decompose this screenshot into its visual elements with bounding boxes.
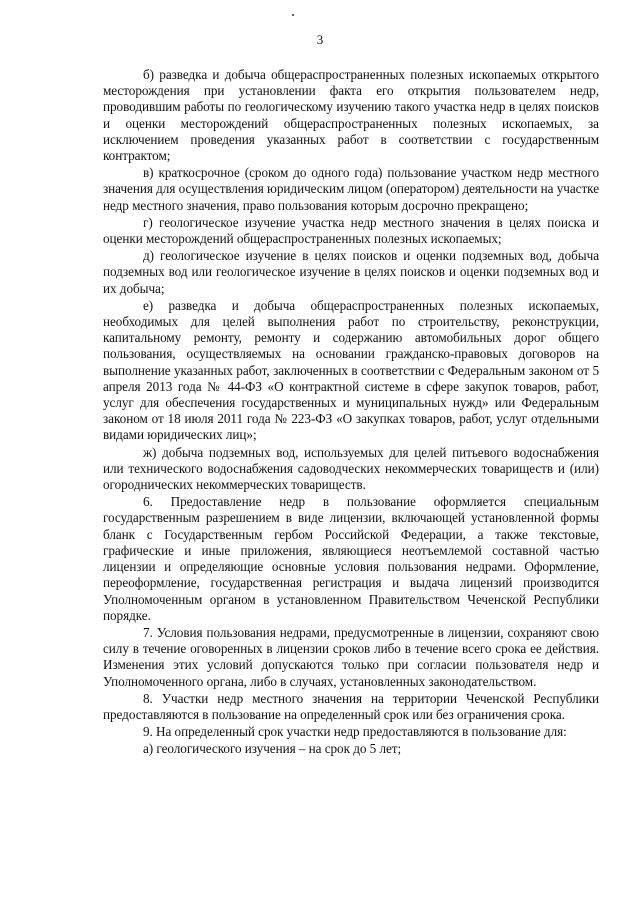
scan-speck [292,14,294,16]
paragraph-clause-6: 6. Предоставление недр в пользование оформляется специальным государственным разрешением в виде лицензии, включающей установленной формы бланк с Государственным гербом Российской Федерации, а также текстовые, графические и иные приложения, являющиеся неотъемлемой составной частью лицензии и определяющие основные условия пользования недрами. Оформление, переоформление, государственная регистрация и выдача лицензий производится Уполномоченным органом в установленном Правительством Чеченской Республики порядке. [103,494,599,623]
paragraph-item-zh: ж) добыча подземных вод, используемых для целей питьевого водоснабжения или технического водоснабжения садоводческих некоммерческих товариществ и (или) огороднических некоммерческих товариществ. [103,444,599,493]
paragraph-clause-9: 9. На определенный срок участки недр предоставляются в пользование для: [143,724,567,740]
paragraph-item-v: в) краткосрочное (сроком до одного года) пользование участком недр местного значения для осуществления юридическим лицом (оператором) деятельности на участке недр местного значения, право пользования которым досрочно прекращено; [103,165,599,213]
paragraph-item-b: б) разведка и добыча общераспространенных полезных ископаемых открытого месторождения при установлении факта его открытия пользователем недр, проводившим работы по геологическому изучению такого участка недр в целях поисков и оценки месторождений общераспространенных полезных ископаемых, за исключением проведения указанных работ в соответствии с государственным контрактом; [103,67,599,164]
paragraph-item-g: г) геологическое изучение участка недр местного значения в целях поиска и оценки месторождений общераспространенных полезных ископаемых; [103,214,599,247]
paragraph-item-d: д) геологическое изучение в целях поисков и оценки подземных вод, добыча подземных вод или геологическое изучение в целях поисков и оценки подземных вод и их добыча; [103,248,599,296]
paragraph-clause-8: 8. Участки недр местного значения на территории Чеченской Республики предоставляются в пользование на определенный срок или без ограничения срока. [103,690,599,722]
page-number: 3 [316,32,324,47]
paragraph-item-e: е) разведка и добыча общераспространенных полезных ископаемых, необходимых для целей выполнения работ по строительству, реконструкции, капитальному ремонту, ремонту и содержанию автомобильных дорог общего пользования, осуществляемых на основании гражданско-правовых договоров на выполнение указанных работ, заключенных в соответствии с Федеральным законом от 5 апреля 2013 года № 44-ФЗ «О контрактной системе в сфере закупок товаров, работ, услуг для обеспечения государственных и муниципальных нужд» или Федеральным законом от 18 июля 2011 года № 223-ФЗ «О закупках товаров, работ, услуг отдельными видами юридических лиц»; [103,297,599,443]
paragraph-clause-7: 7. Условия пользования недрами, предусмотренные в лицензии, сохраняют свою силу в течение оговоренных в лицензии сроков либо в течение всего срока ее действия. Изменения этих условий допускаются только при согласии пользователя недр и Уполномоченного органа, либо в случаях, установленных законодательством. [103,624,599,689]
document-body [103,67,599,758]
paragraph-item-a: а) геологического изучения – на срок до 5 лет; [143,741,402,757]
